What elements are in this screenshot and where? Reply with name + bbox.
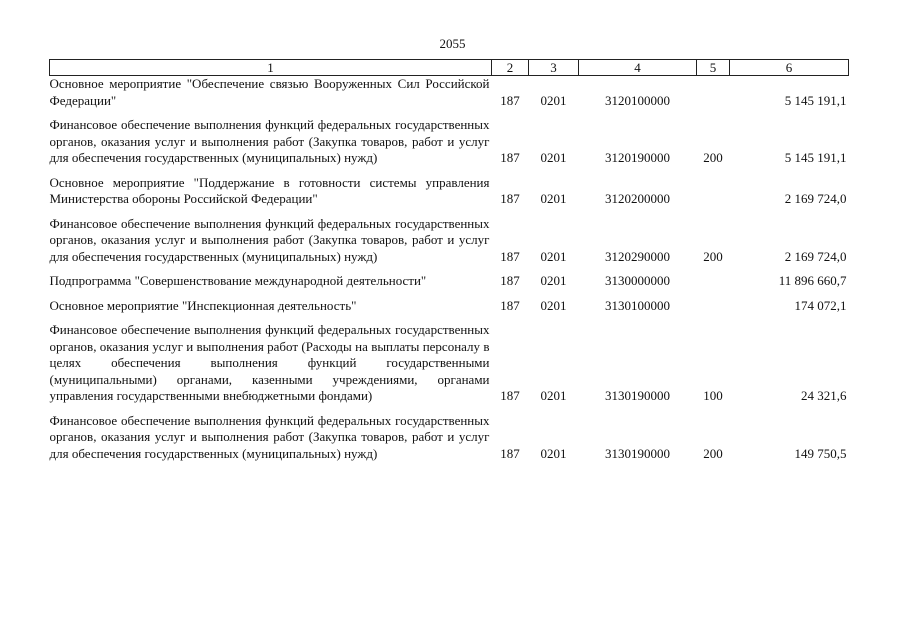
row-ministry-code: 187 [500,445,520,461]
header-col-4: 4 [579,60,697,76]
row-section-code: 0201 [540,273,567,288]
row-description: Подпрограмма "Совершенствование международной деятельности" [49,273,427,288]
row-amount: 5 145 191,1 [784,150,847,165]
row-amount: 11 896 660,7 [778,273,847,288]
row-ministry-code: 187 [500,248,520,264]
budget-table [49,59,849,462]
row-amount: 174 072,1 [794,297,847,313]
row-amount: 24 321,6 [801,388,847,403]
row-ministry-code: 187 [500,150,520,165]
row-spacer [50,265,849,273]
table-row [50,298,849,315]
row-expense-type [697,298,730,315]
row-expense-type [697,76,730,110]
row-spacer [50,208,849,216]
row-section-code: 0201 [540,297,567,313]
row-ministry-code: 187 [500,297,520,313]
row-expense-type [697,175,730,208]
row-section-code: 0201 [540,248,567,264]
row-expense-type: 100 [703,388,723,403]
row-section-code: 0201 [540,92,567,108]
row-target-code: 3120190000 [605,150,670,165]
row-spacer [50,405,849,413]
row-target-code: 3130190000 [605,388,670,403]
row-description: Основное мероприятие "Обеспечение связью Вооруженных Сил Российской Федерации" [49,76,490,108]
row-description: Основное мероприятие "Поддержание в готовности системы управления Министерства обороны Российской Федерации" [49,174,490,206]
table-row [50,175,849,208]
row-expense-type: 200 [703,150,723,165]
table-row [50,216,849,266]
header-col-1: 1 [50,60,492,76]
row-target-code: 3120100000 [605,92,670,108]
table-row [50,76,849,110]
row-section-code: 0201 [540,191,567,206]
row-amount: 5 145 191,1 [784,92,847,108]
table-row [50,413,849,463]
row-ministry-code: 187 [500,92,520,108]
row-target-code: 3120200000 [605,191,670,206]
header-row [50,60,849,76]
row-spacer [50,290,849,298]
row-target-code: 3130100000 [605,297,670,313]
table-row [50,322,849,405]
row-description: Финансовое обеспечение выполнения функций федеральных государственных органов, оказания услуг и выполнения работ (Закупка товаров, работ и услуг для обеспечения государственных (муниципальных) нужд) [49,412,490,461]
row-section-code: 0201 [540,150,567,165]
row-section-code: 0201 [540,388,567,403]
row-ministry-code: 187 [500,388,520,403]
header-col-2: 2 [492,60,529,76]
row-section-code: 0201 [540,445,567,461]
row-description: Финансовое обеспечение выполнения функций федеральных государственных органов, оказания услуг и выполнения работ (Расходы на выплаты персоналу в целях обеспечения выполнения функций государственными (муниципальными) органами, казенными учреждениями, органами управления государственными внебюджетными фондами) [49,322,490,403]
row-amount: 149 750,5 [794,445,847,461]
row-amount: 2 169 724,0 [784,248,847,264]
row-ministry-code: 187 [500,191,520,206]
row-target-code: 3130190000 [605,445,670,461]
row-description: Основное мероприятие "Инспекционная деятельность" [49,297,357,313]
row-target-code: 3130000000 [605,273,670,288]
header-col-5: 5 [697,60,730,76]
row-target-code: 3120290000 [605,248,670,264]
row-expense-type: 200 [703,445,723,461]
table-row [50,273,849,290]
row-spacer [50,314,849,322]
row-ministry-code: 187 [500,273,520,288]
table-row [50,117,849,167]
row-expense-type: 200 [703,248,723,264]
row-spacer [50,167,849,175]
header-col-6: 6 [730,60,849,76]
row-expense-type [697,273,730,290]
header-col-3: 3 [529,60,579,76]
page-number: 2055 [439,36,466,51]
row-spacer [50,109,849,117]
row-amount: 2 169 724,0 [784,191,847,206]
row-description: Финансовое обеспечение выполнения функций федеральных государственных органов, оказания услуг и выполнения работ (Закупка товаров, работ и услуг для обеспечения государственных (муниципальных) нужд) [49,215,490,264]
row-description: Финансовое обеспечение выполнения функций федеральных государственных органов, оказания услуг и выполнения работ (Закупка товаров, работ и услуг для обеспечения государственных (муниципальных) нужд) [49,117,490,165]
